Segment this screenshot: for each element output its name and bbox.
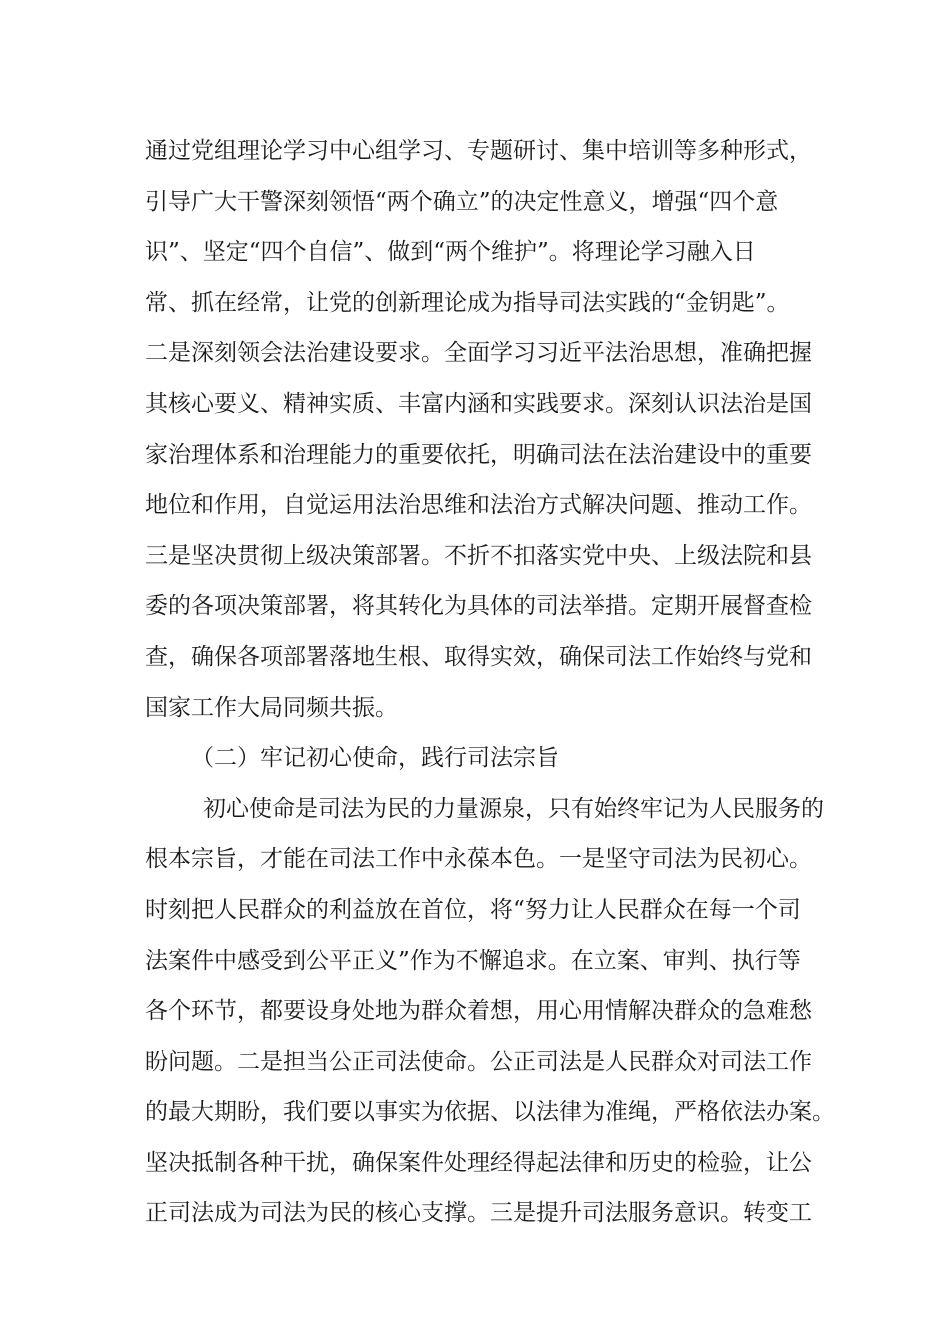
text-line: 的最大期盼，我们要以事实为依据、以法律为准绳，严格依法办案。 [145, 1099, 835, 1126]
text-line: 各个环节，都要设身处地为群众着想，用心用情解决群众的急难愁 [145, 998, 812, 1025]
text-line: 三是坚决贯彻上级决策部署。不折不扣落实党中央、上级法院和县 [145, 542, 812, 569]
text-line: 二是深刻领会法治建设要求。全面学习习近平法治思想，准确把握 [145, 340, 812, 367]
text-line: 常、抓在经常，让党的创新理论成为指导司法实践的“金钥匙”。 [145, 289, 790, 316]
text-line: 通过党组理论学习中心组学习、专题研讨、集中培训等多种形式， [145, 138, 812, 164]
text-line: 盼问题。二是担当公正司法使命。公正司法是人民群众对司法工作 [145, 1048, 812, 1075]
text-line: 委的各项决策部署，将其转化为具体的司法举措。定期开展督查检 [145, 593, 812, 620]
text-line: 法案件中感受到公平正义”作为不懈追求。在立案、审判、执行等 [145, 947, 801, 974]
text-line: 国家工作大局同频共振。 [145, 694, 398, 721]
paragraph-first-line: 初心使命是司法为民的力量源泉，只有始终牢记为人民服务的 [203, 795, 824, 822]
text-line: 正司法成为司法为民的核心支撑。三是提升司法服务意识。转变工 [145, 1200, 812, 1227]
section-heading: （二）牢记初心使命，践行司法宗旨 [191, 745, 559, 772]
text-line: 家治理体系和治理能力的重要依托，明确司法在法治建设中的重要 [145, 441, 812, 468]
text-line: 根本宗旨，才能在司法工作中永葆本色。一是坚守司法为民初心。 [145, 846, 812, 873]
document-body [145, 126, 835, 1239]
text-line: 坚决抵制各种干扰，确保案件处理经得起法律和历史的检验，让公 [145, 1149, 812, 1176]
text-line: 时刻把人民群众的利益放在首位，将“努力让人民群众在每一个司 [145, 896, 801, 923]
text-line: 识”、坚定“四个自信”、做到“两个维护”。将理论学习融入日 [145, 239, 756, 266]
text-line: 查，确保各项部署落地生根、取得实效，确保司法工作始终与党和 [145, 643, 812, 670]
text-line: 地位和作用，自觉运用法治思维和法治方式解决问题、推动工作。 [145, 492, 812, 519]
text-line: 其核心要义、精神实质、丰富内涵和实践要求。深刻认识法治是国 [145, 390, 812, 417]
text-line: 引导广大干警深刻领悟“两个确立”的决定性意义，增强“四个意 [145, 188, 779, 215]
